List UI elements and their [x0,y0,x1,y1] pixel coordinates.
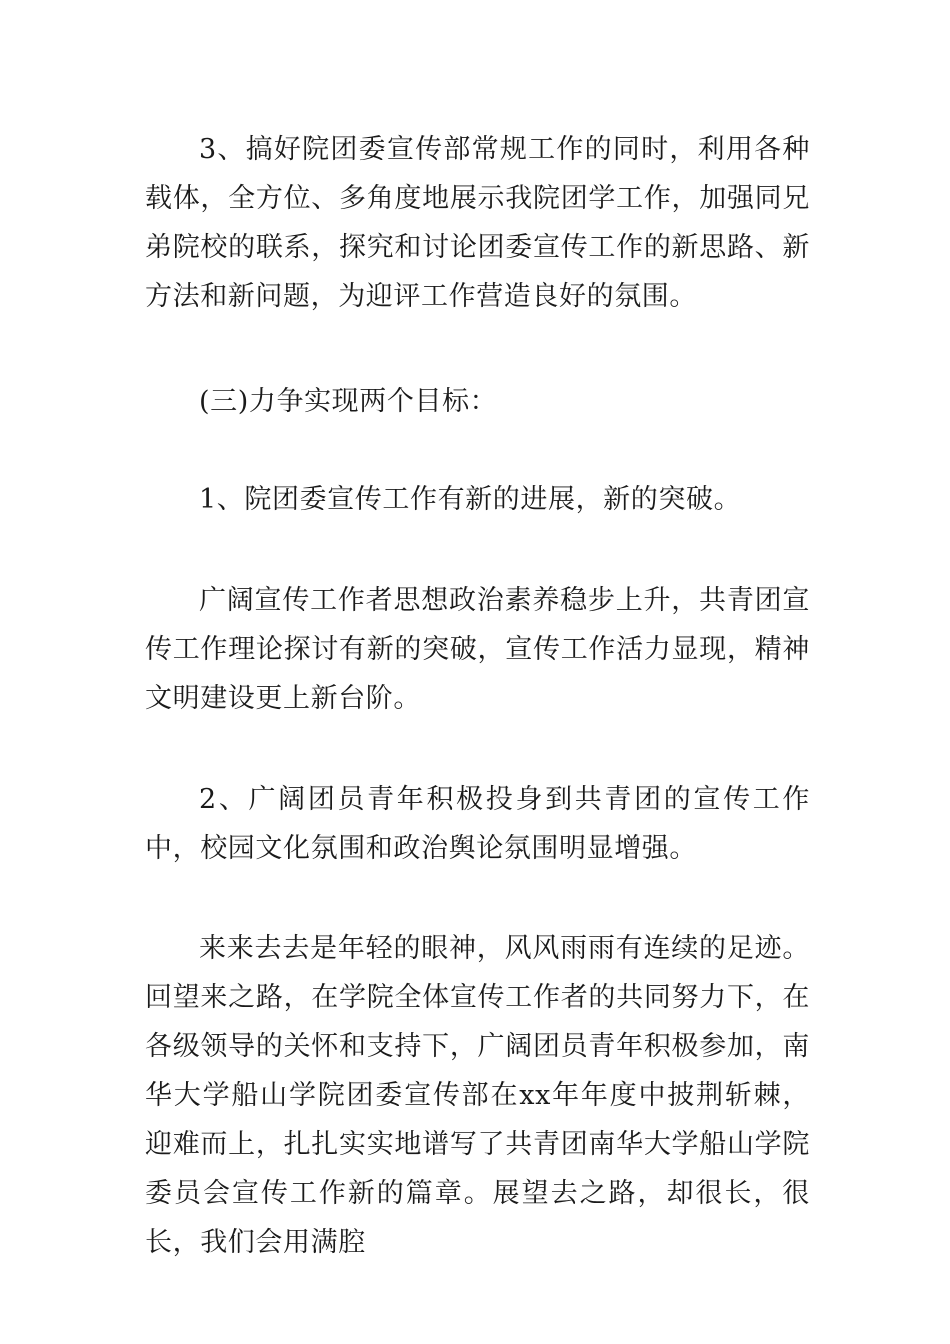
paragraph-section-three-goals: (三)力争实现两个目标： [199,386,498,417]
paragraph-summary: 来来去去是年轻的眼神，风风雨雨有连续的足迹。回望来之路，在学院全体宣传工作者的共同努力下，在各级领导的关怀和支持下，广阔团员青年积极参加，南华大学船山学院团委宣传部在xx年年度中披荆斩棘，迎难而上，扎扎实实地谱写了共青团南华大学船山学院委员会宣传工作新的篇章。展望去之路，却很长，很长，我们会用满腔 [145,933,810,1258]
paragraph-item-3-publicity-work: 3、搞好院团委宣传部常规工作的同时，利用各种载体，全方位、多角度地展示我院团学工作，加强同兄弟院校的联系，探究和讨论团委宣传工作的新思路、新方法和新问题，为迎评工作营造良好的氛围。 [145,134,810,312]
paragraph-goal-1-detail: 广阔宣传工作者思想政治素养稳步上升，共青团宣传工作理论探讨有新的突破，宣传工作活力显现，精神文明建设更上新台阶。 [145,585,810,714]
paragraph-goal-2: 2、广阔团员青年积极投身到共青团的宣传工作中，校园文化氛围和政治舆论氛围明显增强。 [145,784,810,864]
paragraph-goal-1: 1、院团委宣传工作有新的进展，新的突破。 [199,484,742,515]
